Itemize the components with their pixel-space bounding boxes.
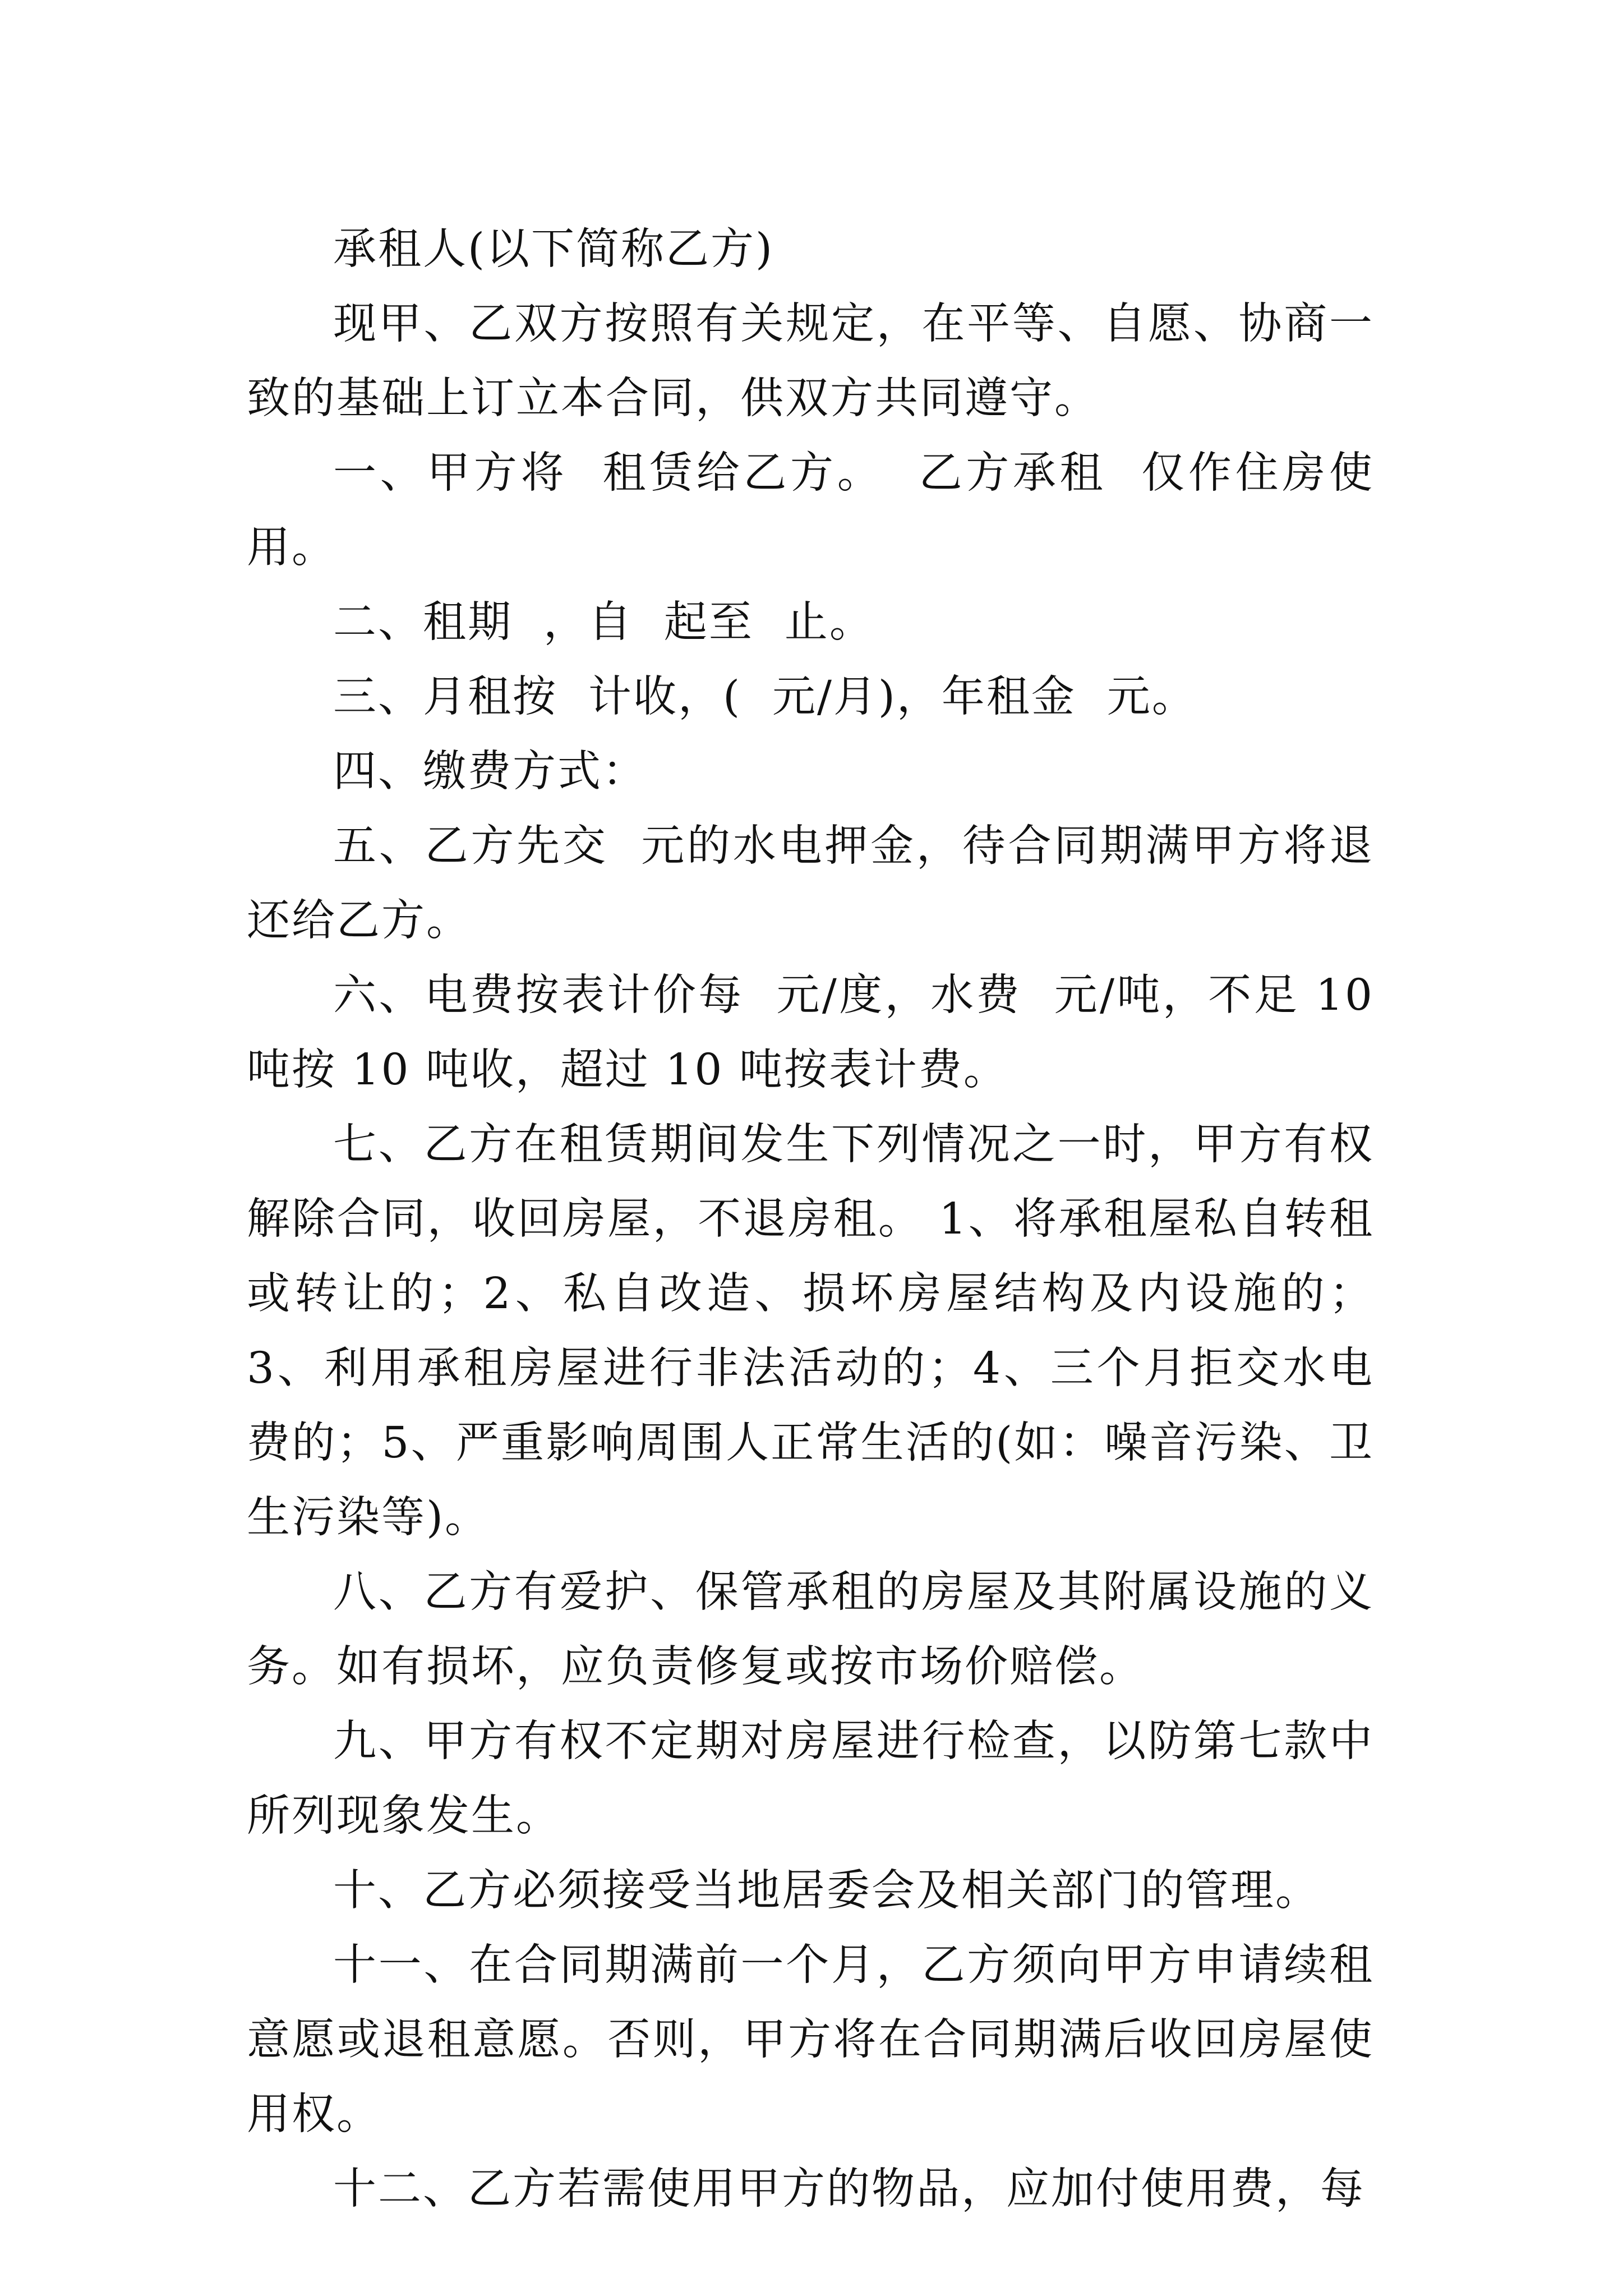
paragraph-clause-12: 十二、乙方若需使用甲方的物品，应加付使用费，每	[333, 2164, 1365, 2214]
paragraph-clause-9: 九、甲方有权不定期对房屋进行检查，以防第七款中所列现象发生。	[247, 1717, 1374, 1841]
paragraph-clause-2: 二、租期 ，自 起至 止。	[333, 597, 874, 647]
paragraph-tenant-intro: 承租人(以下简称乙方)	[333, 224, 774, 274]
paragraph-clause-4: 四、缴费方式：	[333, 747, 647, 797]
paragraph-clause-5: 五、乙方先交 元的水电押金，待合同期满甲方将退还给乙方。	[247, 821, 1374, 946]
contract-body	[247, 212, 1390, 2226]
paragraph-preamble: 现甲、乙双方按照有关规定，在平等、自愿、协商一致的基础上订立本合同，供双方共同遵守。	[247, 299, 1374, 424]
paragraph-clause-3: 三、月租按 计收，( 元/月)，年租金 元。	[333, 672, 1197, 722]
paragraph-clause-10: 十、乙方必须接受当地居委会及相关部门的管理。	[333, 1866, 1320, 1916]
paragraph-clause-11: 十一、在合同期满前一个月，乙方须向甲方申请续租意愿或退租意愿。否则，甲方将在合同期满后收回房屋使用权。	[247, 1940, 1374, 2139]
paragraph-clause-7: 七、乙方在租赁期间发生下列情况之一时，甲方有权解除合同，收回房屋，不退房租。 1、将承租屋私自转租或转让的；2、私自改造、损坏房屋结构及内设施的；3、利用承租房屋进行非法活动的；4、三个月拒交水电费的；5、严重影响周围人正常生活的(如：噪音污染、卫生污染等)。	[247, 1120, 1374, 1543]
paragraph-clause-1: 一、甲方将 租赁给乙方。 乙方承租 仅作住房使用。	[247, 448, 1374, 573]
paragraph-clause-8: 八、乙方有爱护、保管承租的房屋及其附属设施的义务。如有损坏，应负责修复或按市场价赔偿。	[247, 1567, 1374, 1692]
paragraph-clause-6: 六、电费按表计价每 元/度，水费 元/吨，不足 10 吨按 10 吨收，超过 10 吨按表计费。	[247, 970, 1390, 1095]
